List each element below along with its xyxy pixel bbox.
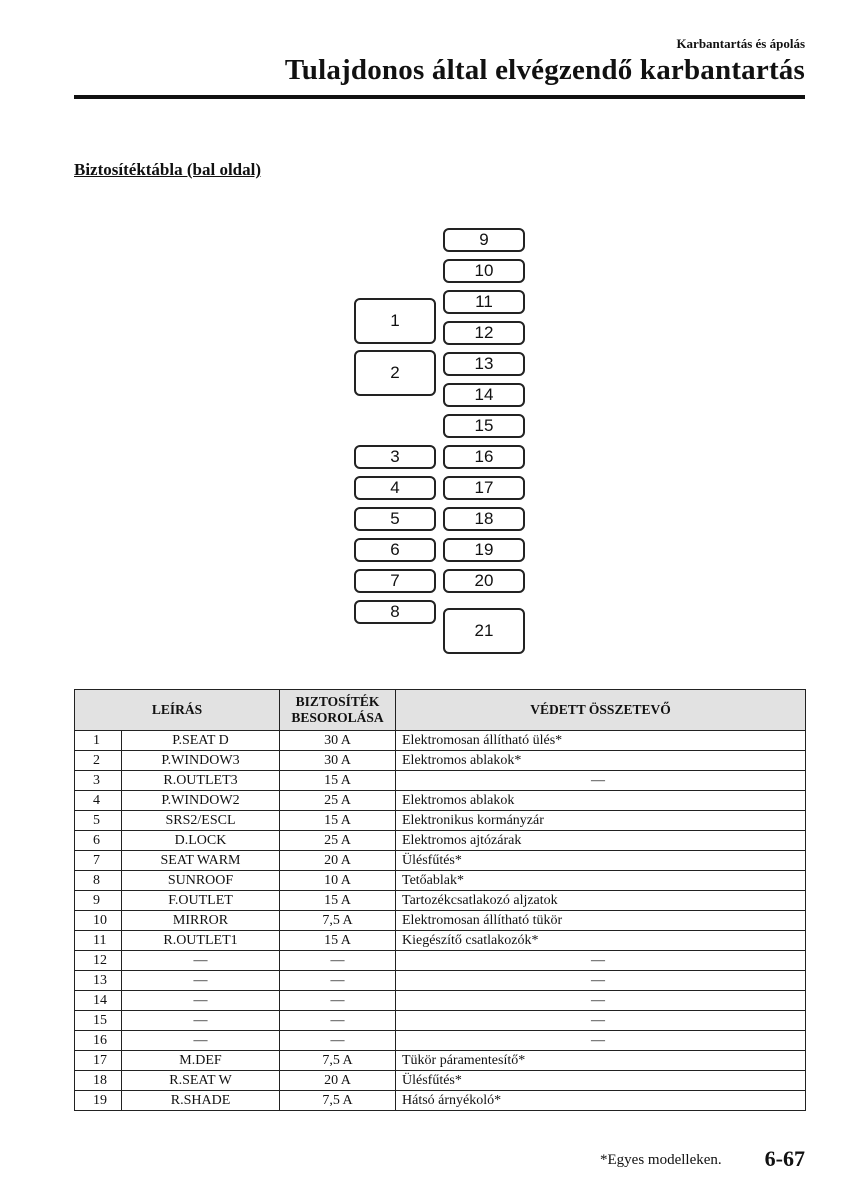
row-fuse-rating: — bbox=[280, 991, 396, 1011]
row-number: 2 bbox=[75, 751, 122, 771]
row-fuse-rating: 25 A bbox=[280, 791, 396, 811]
fuse-18: 18 bbox=[443, 507, 525, 531]
table-header-row bbox=[75, 690, 806, 731]
row-protected-component: Tükör páramentesítő* bbox=[396, 1051, 806, 1071]
row-fuse-rating: 20 A bbox=[280, 1071, 396, 1091]
fuse-15: 15 bbox=[443, 414, 525, 438]
row-number: 5 bbox=[75, 811, 122, 831]
fuse-1: 1 bbox=[354, 298, 436, 344]
fuse-19: 19 bbox=[443, 538, 525, 562]
row-fuse-name: D.LOCK bbox=[122, 831, 280, 851]
table-row bbox=[75, 991, 806, 1011]
row-protected-component: Elektromos ajtózárak bbox=[396, 831, 806, 851]
row-fuse-name: R.SEAT W bbox=[122, 1071, 280, 1091]
row-fuse-name: SEAT WARM bbox=[122, 851, 280, 871]
table-row bbox=[75, 771, 806, 791]
page-title: Tulajdonos által elvégzendő karbantartás bbox=[284, 54, 805, 86]
table-row bbox=[75, 751, 806, 771]
fuse-20: 20 bbox=[443, 569, 525, 593]
row-number: 3 bbox=[75, 771, 122, 791]
header-component: VÉDETT ÖSSZETEVŐ bbox=[396, 690, 806, 731]
table-row bbox=[75, 791, 806, 811]
row-fuse-rating: 7,5 A bbox=[280, 1051, 396, 1071]
row-number: 6 bbox=[75, 831, 122, 851]
table-row bbox=[75, 1051, 806, 1071]
row-protected-component: Hátsó árnyékoló* bbox=[396, 1091, 806, 1111]
row-fuse-name: R.SHADE bbox=[122, 1091, 280, 1111]
fuse-11: 11 bbox=[443, 290, 525, 314]
row-fuse-rating: 15 A bbox=[280, 931, 396, 951]
table-row bbox=[75, 931, 806, 951]
header-rating-line2: BESOROLÁSA bbox=[291, 710, 384, 725]
row-fuse-name: P.SEAT D bbox=[122, 731, 280, 751]
row-fuse-name: SRS2/ESCL bbox=[122, 811, 280, 831]
row-fuse-name: — bbox=[122, 1031, 280, 1051]
header-description: LEÍRÁS bbox=[75, 690, 280, 731]
row-fuse-name: MIRROR bbox=[122, 911, 280, 931]
fuse-16: 16 bbox=[443, 445, 525, 469]
row-protected-component: — bbox=[396, 971, 806, 991]
row-protected-component: — bbox=[396, 771, 806, 791]
fuse-14: 14 bbox=[443, 383, 525, 407]
table-row bbox=[75, 951, 806, 971]
table-row bbox=[75, 911, 806, 931]
row-number: 4 bbox=[75, 791, 122, 811]
row-protected-component: Elektromosan állítható tükör bbox=[396, 911, 806, 931]
table-row bbox=[75, 731, 806, 751]
table-row bbox=[75, 971, 806, 991]
row-number: 11 bbox=[75, 931, 122, 951]
row-fuse-rating: — bbox=[280, 971, 396, 991]
row-number: 10 bbox=[75, 911, 122, 931]
fuse-7: 7 bbox=[354, 569, 436, 593]
row-protected-component: — bbox=[396, 1011, 806, 1031]
section-label: Karbantartás és ápolás bbox=[676, 36, 805, 51]
fuse-8: 8 bbox=[354, 600, 436, 624]
fuse-12: 12 bbox=[443, 321, 525, 345]
page-number: 6-67 bbox=[764, 1146, 805, 1171]
row-number: 1 bbox=[75, 731, 122, 751]
table-row bbox=[75, 1071, 806, 1091]
row-protected-component: Elektromos ablakok bbox=[396, 791, 806, 811]
header-rating-line1: BIZTOSÍTÉK bbox=[295, 694, 380, 709]
fuse-9: 9 bbox=[443, 228, 525, 252]
row-fuse-rating: — bbox=[280, 1031, 396, 1051]
row-number: 13 bbox=[75, 971, 122, 991]
fuse-17: 17 bbox=[443, 476, 525, 500]
row-protected-component: Ülésfűtés* bbox=[396, 851, 806, 871]
row-protected-component: — bbox=[396, 991, 806, 1011]
row-fuse-rating: 25 A bbox=[280, 831, 396, 851]
fuse-13: 13 bbox=[443, 352, 525, 376]
row-fuse-rating: 15 A bbox=[280, 891, 396, 911]
fuse-2: 2 bbox=[354, 350, 436, 396]
row-number: 9 bbox=[75, 891, 122, 911]
fuse-table bbox=[74, 689, 806, 1111]
row-protected-component: Ülésfűtés* bbox=[396, 1071, 806, 1091]
row-protected-component: Elektromos ablakok* bbox=[396, 751, 806, 771]
table-row bbox=[75, 1091, 806, 1111]
row-protected-component: Kiegészítő csatlakozók* bbox=[396, 931, 806, 951]
table-row bbox=[75, 811, 806, 831]
table-row bbox=[75, 891, 806, 911]
row-protected-component: Tetőablak* bbox=[396, 871, 806, 891]
table-row bbox=[75, 831, 806, 851]
row-fuse-name: P.WINDOW3 bbox=[122, 751, 280, 771]
row-fuse-name: F.OUTLET bbox=[122, 891, 280, 911]
row-fuse-rating: — bbox=[280, 1011, 396, 1031]
row-protected-component: Elektronikus kormányzár bbox=[396, 811, 806, 831]
fuse-10: 10 bbox=[443, 259, 525, 283]
row-fuse-rating: 15 A bbox=[280, 771, 396, 791]
row-fuse-rating: 30 A bbox=[280, 751, 396, 771]
footnote: *Egyes modelleken. bbox=[600, 1152, 722, 1168]
row-fuse-rating: 7,5 A bbox=[280, 1091, 396, 1111]
row-fuse-name: — bbox=[122, 1011, 280, 1031]
row-fuse-name: R.OUTLET1 bbox=[122, 931, 280, 951]
row-number: 7 bbox=[75, 851, 122, 871]
row-number: 19 bbox=[75, 1091, 122, 1111]
table-row bbox=[75, 871, 806, 891]
fuse-6: 6 bbox=[354, 538, 436, 562]
fuse-21: 21 bbox=[443, 608, 525, 654]
row-fuse-name: — bbox=[122, 951, 280, 971]
row-fuse-name: — bbox=[122, 971, 280, 991]
row-protected-component: Tartozékcsatlakozó aljzatok bbox=[396, 891, 806, 911]
row-protected-component: Elektromosan állítható ülés* bbox=[396, 731, 806, 751]
fuse-panel-heading: Biztosítéktábla (bal oldal) bbox=[74, 160, 262, 179]
row-fuse-rating: 15 A bbox=[280, 811, 396, 831]
table-row bbox=[75, 1011, 806, 1031]
table-row bbox=[75, 851, 806, 871]
row-number: 12 bbox=[75, 951, 122, 971]
row-fuse-name: SUNROOF bbox=[122, 871, 280, 891]
row-fuse-name: — bbox=[122, 991, 280, 1011]
row-protected-component: — bbox=[396, 951, 806, 971]
row-fuse-name: R.OUTLET3 bbox=[122, 771, 280, 791]
row-fuse-rating: — bbox=[280, 951, 396, 971]
row-number: 8 bbox=[75, 871, 122, 891]
row-protected-component: — bbox=[396, 1031, 806, 1051]
fuse-4: 4 bbox=[354, 476, 436, 500]
row-number: 14 bbox=[75, 991, 122, 1011]
row-fuse-name: M.DEF bbox=[122, 1051, 280, 1071]
row-fuse-rating: 7,5 A bbox=[280, 911, 396, 931]
fuse-5: 5 bbox=[354, 507, 436, 531]
row-number: 17 bbox=[75, 1051, 122, 1071]
row-fuse-rating: 20 A bbox=[280, 851, 396, 871]
row-number: 18 bbox=[75, 1071, 122, 1091]
title-rule bbox=[74, 95, 805, 99]
row-number: 15 bbox=[75, 1011, 122, 1031]
header-rating bbox=[280, 690, 396, 731]
fuse-3: 3 bbox=[354, 445, 436, 469]
row-fuse-rating: 30 A bbox=[280, 731, 396, 751]
row-number: 16 bbox=[75, 1031, 122, 1051]
row-fuse-name: P.WINDOW2 bbox=[122, 791, 280, 811]
row-fuse-rating: 10 A bbox=[280, 871, 396, 891]
table-row bbox=[75, 1031, 806, 1051]
